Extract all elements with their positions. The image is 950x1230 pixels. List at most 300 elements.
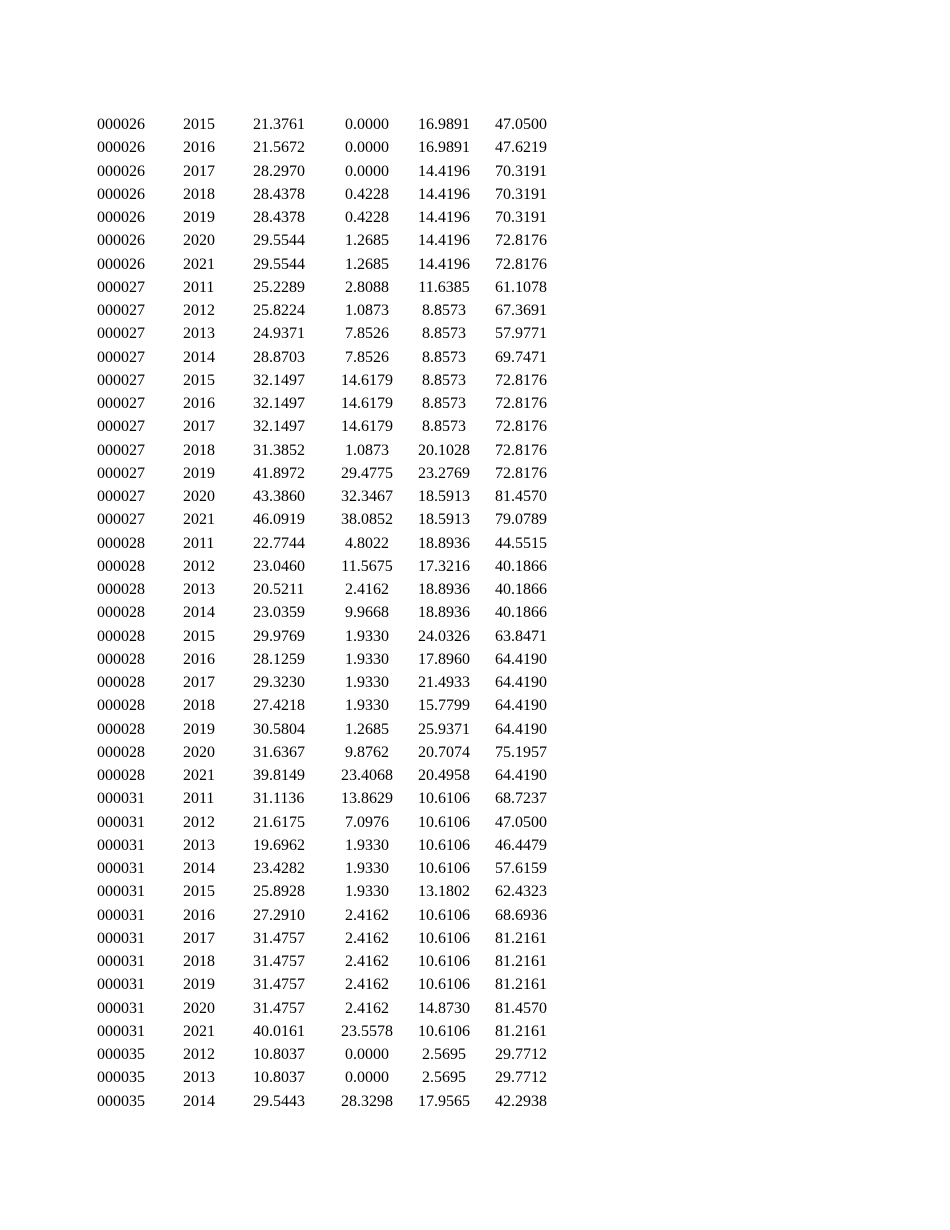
year-cell: 2016 [183,395,215,412]
value2-cell: 1.9330 [345,860,389,877]
value3-cell: 18.8936 [418,534,470,552]
stock-code-cell: 000028 [97,697,145,715]
value2-cell: 13.8629 [341,790,393,808]
value4-cell: 67.3691 [495,302,547,319]
value1-cell: 31.4757 [253,929,305,947]
year-cell: 2015 [183,116,215,133]
value2-cell: 1.2685 [345,720,389,738]
value4-cell: 72.8176 [495,232,547,250]
value1-cell: 29.9769 [253,627,305,645]
value4-cell: 44.5515 [495,534,547,552]
table-row [82,136,561,159]
year-cell: 2011 [183,278,215,296]
year-cell: 2017 [183,674,215,691]
table-row [82,811,561,834]
value3-cell: 25.9371 [418,720,470,738]
value1-cell: 31.4757 [253,999,305,1017]
table-row [82,880,561,903]
value1-cell: 23.0359 [253,604,305,622]
value2-cell: 1.2685 [345,232,389,250]
year-cell: 2020 [183,488,215,505]
table-row [82,253,561,276]
value2-cell: 9.9668 [345,604,389,622]
year-cell: 2018 [183,953,215,970]
value1-cell: 25.2289 [253,278,305,296]
stock-code-cell: 000035 [97,1046,145,1063]
value1-cell: 25.8224 [253,302,305,319]
stock-code-cell: 000027 [97,464,145,482]
value2-cell: 7.8526 [345,348,389,366]
value2-cell: 11.5675 [341,557,393,575]
value2-cell: 32.3467 [341,488,393,505]
value3-cell: 13.1802 [418,883,470,901]
value3-cell: 23.2769 [418,464,470,482]
value2-cell: 0.0000 [345,162,389,180]
value4-cell: 68.6936 [495,906,547,924]
year-cell: 2013 [183,325,215,343]
year-cell: 2019 [183,720,215,738]
table-row [82,601,561,624]
table-row [82,973,561,996]
stock-code-cell: 000026 [97,255,145,273]
value1-cell: 19.6962 [253,836,305,854]
year-cell: 2015 [183,627,215,645]
stock-code-cell: 000031 [97,906,145,924]
table-row [82,904,561,927]
value4-cell: 40.1866 [495,557,547,575]
stock-code-cell: 000031 [97,883,145,901]
year-cell: 2012 [183,1046,215,1063]
value1-cell: 29.3230 [253,674,305,691]
value2-cell: 7.8526 [345,325,389,343]
stock-code-cell: 000027 [97,278,145,296]
stock-code-cell: 000026 [97,139,145,157]
table-row [82,997,561,1020]
year-cell: 2012 [183,302,215,319]
value1-cell: 23.4282 [253,860,305,877]
year-cell: 2019 [183,209,215,226]
value1-cell: 28.1259 [253,650,305,668]
value3-cell: 18.5913 [418,511,470,529]
value1-cell: 32.1497 [253,395,305,412]
stock-code-cell: 000026 [97,185,145,203]
value4-cell: 64.4190 [495,720,547,738]
value3-cell: 18.8936 [418,581,470,598]
table-row [82,718,561,741]
stock-code-cell: 000026 [97,232,145,250]
value3-cell: 2.5695 [422,1046,466,1063]
value1-cell: 21.6175 [253,813,305,831]
value4-cell: 70.3191 [495,162,547,180]
value4-cell: 63.8471 [495,627,547,645]
value2-cell: 2.4162 [345,953,389,970]
value3-cell: 17.8960 [418,650,470,668]
value2-cell: 1.9330 [345,697,389,715]
value1-cell: 29.5544 [253,232,305,250]
value1-cell: 43.3860 [253,488,305,505]
stock-code-cell: 000027 [97,488,145,505]
value2-cell: 1.9330 [345,836,389,854]
stock-code-cell: 000027 [97,371,145,389]
value3-cell: 10.6106 [418,860,470,877]
value4-cell: 29.7712 [495,1046,547,1063]
value3-cell: 8.8573 [422,371,466,389]
year-cell: 2014 [183,348,215,366]
year-cell: 2020 [183,999,215,1017]
value2-cell: 14.6179 [341,395,393,412]
year-cell: 2014 [183,1092,215,1110]
value1-cell: 30.5804 [253,720,305,738]
value3-cell: 15.7799 [418,697,470,715]
value3-cell: 8.8573 [422,302,466,319]
value1-cell: 31.3852 [253,441,305,459]
value3-cell: 20.1028 [418,441,470,459]
value3-cell: 24.0326 [418,627,470,645]
stock-code-cell: 000026 [97,209,145,226]
value3-cell: 20.7074 [418,743,470,761]
year-cell: 2011 [183,790,215,808]
value3-cell: 14.4196 [418,232,470,250]
value4-cell: 61.1078 [495,278,547,296]
stock-code-cell: 000031 [97,1022,145,1040]
stock-code-cell: 000031 [97,999,145,1017]
value2-cell: 1.9330 [345,674,389,691]
year-cell: 2017 [183,418,215,436]
stock-code-cell: 000028 [97,604,145,622]
table-row [82,322,561,345]
value1-cell: 28.4378 [253,209,305,226]
table-row [82,694,561,717]
value2-cell: 1.9330 [345,650,389,668]
value1-cell: 22.7744 [253,534,305,552]
value1-cell: 31.6367 [253,743,305,761]
year-cell: 2019 [183,464,215,482]
table-row [82,950,561,973]
value1-cell: 31.4757 [253,953,305,970]
value2-cell: 0.0000 [345,139,389,157]
table-row [82,229,561,252]
value2-cell: 2.4162 [345,929,389,947]
value4-cell: 75.1957 [495,743,547,761]
value4-cell: 62.4323 [495,883,547,901]
value4-cell: 81.2161 [495,929,547,947]
value1-cell: 46.0919 [253,511,305,529]
value1-cell: 10.8037 [253,1069,305,1087]
data-table [82,113,561,1113]
value1-cell: 41.8972 [253,464,305,482]
value3-cell: 8.8573 [422,325,466,343]
value2-cell: 1.9330 [345,627,389,645]
value3-cell: 8.8573 [422,418,466,436]
value3-cell: 14.4196 [418,209,470,226]
table-row [82,625,561,648]
value2-cell: 1.9330 [345,883,389,901]
value4-cell: 69.7471 [495,348,547,366]
value2-cell: 2.4162 [345,976,389,994]
value4-cell: 46.4479 [495,836,547,854]
value2-cell: 9.8762 [345,743,389,761]
stock-code-cell: 000028 [97,674,145,691]
stock-code-cell: 000027 [97,325,145,343]
value4-cell: 72.8176 [495,441,547,459]
value1-cell: 40.0161 [253,1022,305,1040]
stock-code-cell: 000027 [97,441,145,459]
stock-code-cell: 000026 [97,116,145,133]
value3-cell: 17.9565 [418,1092,470,1110]
value4-cell: 81.4570 [495,488,547,505]
table-row [82,764,561,787]
table-row [82,439,561,462]
value1-cell: 32.1497 [253,418,305,436]
value4-cell: 81.2161 [495,953,547,970]
value3-cell: 10.6106 [418,906,470,924]
table-row [82,741,561,764]
year-cell: 2012 [183,557,215,575]
year-cell: 2020 [183,232,215,250]
value3-cell: 14.4196 [418,185,470,203]
table-row [82,578,561,601]
value3-cell: 10.6106 [418,836,470,854]
table-row [82,555,561,578]
stock-code-cell: 000028 [97,534,145,552]
value2-cell: 0.0000 [345,1069,389,1087]
stock-code-cell: 000027 [97,302,145,319]
value4-cell: 64.4190 [495,697,547,715]
value4-cell: 29.7712 [495,1069,547,1087]
value1-cell: 20.5211 [253,581,305,598]
value3-cell: 16.9891 [418,139,470,157]
table-row [82,927,561,950]
stock-code-cell: 000028 [97,720,145,738]
value3-cell: 14.8730 [418,999,470,1017]
value2-cell: 0.0000 [345,1046,389,1063]
value3-cell: 20.4958 [418,767,470,784]
value2-cell: 1.0873 [345,302,389,319]
value1-cell: 28.8703 [253,348,305,366]
value3-cell: 10.6106 [418,929,470,947]
value3-cell: 2.5695 [422,1069,466,1087]
stock-code-cell: 000028 [97,557,145,575]
stock-code-cell: 000031 [97,953,145,970]
value4-cell: 72.8176 [495,464,547,482]
table-row [82,648,561,671]
year-cell: 2013 [183,581,215,598]
table-row [82,392,561,415]
year-cell: 2018 [183,441,215,459]
value3-cell: 14.4196 [418,255,470,273]
value4-cell: 79.0789 [495,511,547,529]
stock-code-cell: 000028 [97,767,145,784]
year-cell: 2021 [183,511,215,529]
year-cell: 2021 [183,255,215,273]
value3-cell: 10.6106 [418,813,470,831]
table-row [82,485,561,508]
table-row [82,113,561,136]
value3-cell: 16.9891 [418,116,470,133]
table-row [82,346,561,369]
stock-code-cell: 000026 [97,162,145,180]
value3-cell: 14.4196 [418,162,470,180]
value4-cell: 72.8176 [495,255,547,273]
table-row [82,834,561,857]
value4-cell: 40.1866 [495,581,547,598]
value1-cell: 32.1497 [253,371,305,389]
value1-cell: 31.4757 [253,976,305,994]
stock-code-cell: 000035 [97,1092,145,1110]
table-row [82,787,561,810]
year-cell: 2020 [183,743,215,761]
value1-cell: 31.1136 [253,790,305,808]
value3-cell: 8.8573 [422,395,466,412]
year-cell: 2016 [183,650,215,668]
value3-cell: 10.6106 [418,976,470,994]
value4-cell: 72.8176 [495,418,547,436]
value3-cell: 21.4933 [418,674,470,691]
value2-cell: 2.4162 [345,999,389,1017]
stock-code-cell: 000031 [97,790,145,808]
stock-code-cell: 000027 [97,348,145,366]
table-row [82,671,561,694]
value2-cell: 29.4775 [341,464,393,482]
table-row [82,1043,561,1066]
value1-cell: 23.0460 [253,557,305,575]
value1-cell: 10.8037 [253,1046,305,1063]
value4-cell: 47.6219 [495,139,547,157]
value2-cell: 23.4068 [341,767,393,784]
value4-cell: 64.4190 [495,650,547,668]
value4-cell: 81.4570 [495,999,547,1017]
value1-cell: 27.2910 [253,906,305,924]
value4-cell: 70.3191 [495,209,547,226]
value4-cell: 40.1866 [495,604,547,622]
value2-cell: 2.8088 [345,278,389,296]
value3-cell: 18.8936 [418,604,470,622]
value3-cell: 10.6106 [418,1022,470,1040]
stock-code-cell: 000027 [97,395,145,412]
value2-cell: 38.0852 [341,511,393,529]
value1-cell: 39.8149 [253,767,305,784]
stock-code-cell: 000028 [97,627,145,645]
value4-cell: 42.2938 [495,1092,547,1110]
value2-cell: 7.0976 [345,813,389,831]
value4-cell: 57.9771 [495,325,547,343]
stock-code-cell: 000028 [97,743,145,761]
table-row [82,415,561,438]
value1-cell: 28.2970 [253,162,305,180]
value4-cell: 81.2161 [495,1022,547,1040]
value2-cell: 0.4228 [345,209,389,226]
table-row [82,508,561,531]
value2-cell: 14.6179 [341,418,393,436]
table-row [82,276,561,299]
value3-cell: 17.3216 [418,557,470,575]
year-cell: 2018 [183,185,215,203]
value1-cell: 28.4378 [253,185,305,203]
value4-cell: 47.0500 [495,813,547,831]
year-cell: 2012 [183,813,215,831]
value2-cell: 0.4228 [345,185,389,203]
value1-cell: 25.8928 [253,883,305,901]
value4-cell: 68.7237 [495,790,547,808]
table-row [82,206,561,229]
stock-code-cell: 000027 [97,418,145,436]
stock-code-cell: 000031 [97,813,145,831]
stock-code-cell: 000028 [97,581,145,598]
year-cell: 2015 [183,371,215,389]
year-cell: 2019 [183,976,215,994]
table-row [82,1020,561,1043]
value2-cell: 1.2685 [345,255,389,273]
value3-cell: 11.6385 [418,278,470,296]
value4-cell: 64.4190 [495,674,547,691]
stock-code-cell: 000028 [97,650,145,668]
table-row [82,462,561,485]
year-cell: 2017 [183,162,215,180]
year-cell: 2017 [183,929,215,947]
value2-cell: 0.0000 [345,116,389,133]
year-cell: 2018 [183,697,215,715]
stock-code-cell: 000035 [97,1069,145,1087]
value4-cell: 57.6159 [495,860,547,877]
year-cell: 2021 [183,1022,215,1040]
value3-cell: 10.6106 [418,790,470,808]
year-cell: 2016 [183,139,215,157]
value1-cell: 21.5672 [253,139,305,157]
year-cell: 2016 [183,906,215,924]
value3-cell: 10.6106 [418,953,470,970]
stock-code-cell: 000031 [97,860,145,877]
value1-cell: 29.5443 [253,1092,305,1110]
table-row [82,1090,561,1113]
stock-code-cell: 000031 [97,929,145,947]
stock-code-cell: 000031 [97,976,145,994]
value2-cell: 1.0873 [345,441,389,459]
value2-cell: 4.8022 [345,534,389,552]
table-row [82,160,561,183]
value2-cell: 23.5578 [341,1022,393,1040]
value4-cell: 47.0500 [495,116,547,133]
table-row [82,299,561,322]
year-cell: 2015 [183,883,215,901]
value3-cell: 8.8573 [422,348,466,366]
table-row [82,1066,561,1089]
value4-cell: 70.3191 [495,185,547,203]
stock-code-cell: 000031 [97,836,145,854]
year-cell: 2013 [183,836,215,854]
value1-cell: 27.4218 [253,697,305,715]
value1-cell: 21.3761 [253,116,305,133]
table-row [82,369,561,392]
value4-cell: 72.8176 [495,371,547,389]
year-cell: 2021 [183,767,215,784]
year-cell: 2014 [183,860,215,877]
value2-cell: 28.3298 [341,1092,393,1110]
value2-cell: 2.4162 [345,581,389,598]
value4-cell: 72.8176 [495,395,547,412]
value2-cell: 14.6179 [341,371,393,389]
value1-cell: 24.9371 [253,325,305,343]
value3-cell: 18.5913 [418,488,470,505]
table-row [82,532,561,555]
stock-code-cell: 000027 [97,511,145,529]
year-cell: 2011 [183,534,215,552]
value4-cell: 64.4190 [495,767,547,784]
table-row [82,857,561,880]
year-cell: 2013 [183,1069,215,1087]
value1-cell: 29.5544 [253,255,305,273]
table-row [82,183,561,206]
value4-cell: 81.2161 [495,976,547,994]
